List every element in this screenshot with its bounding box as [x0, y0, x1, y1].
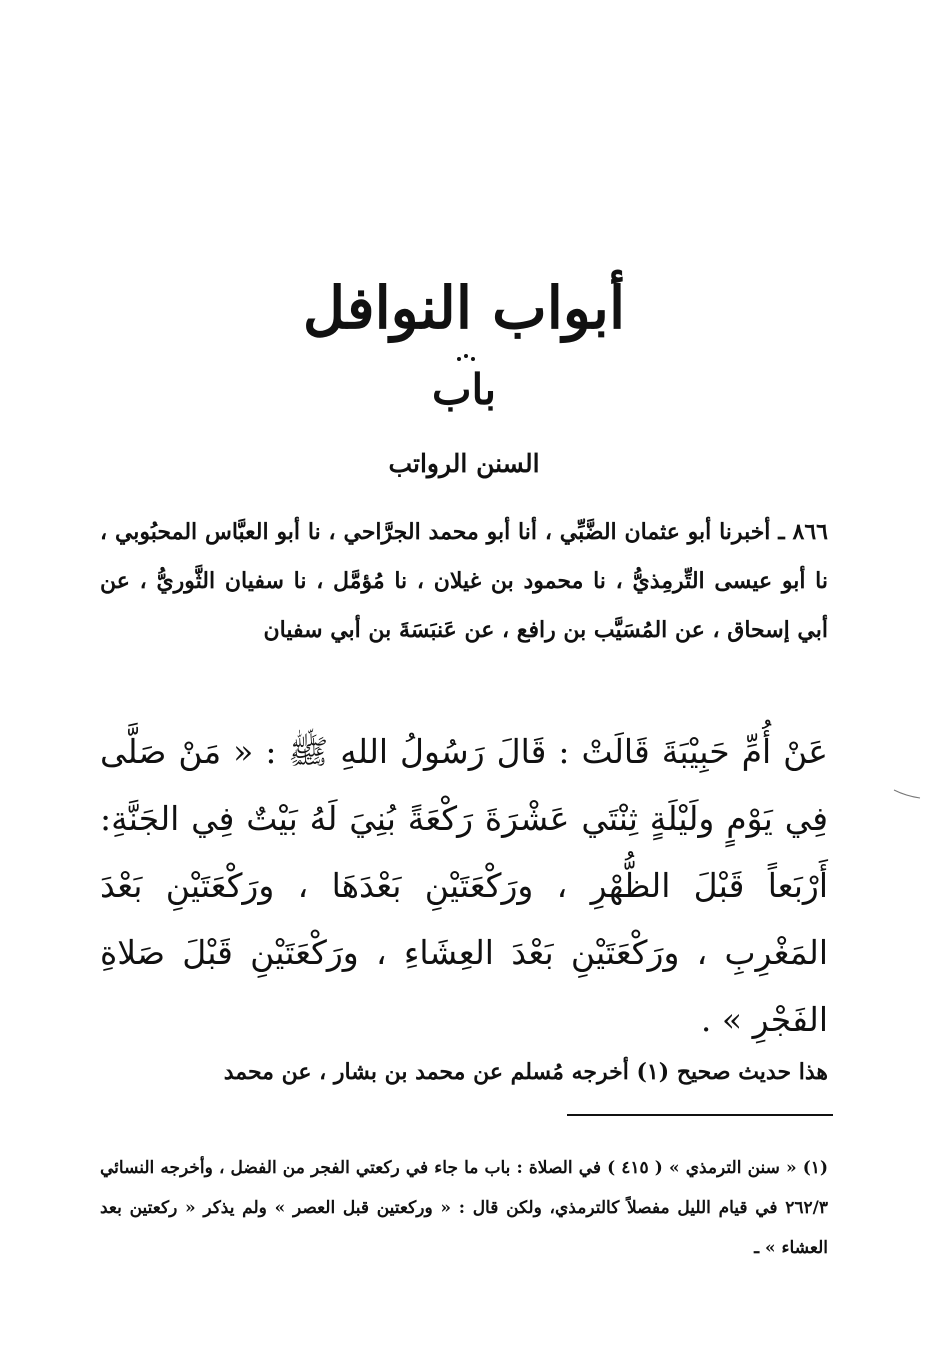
section-heading: السنن الرواتب: [388, 449, 540, 478]
footnote-1: (١) « سنن الترمذي » ( ٤١٥ ) في الصلاة : باب ما جاء في ركعتي الفجر من الفضل ، وأخرجه النسائي ٢٦٢/٣ في قيام الليل مفصلاً كالترمذي، ولكن قال : « وركعتين قبل العصر » ولم يذكر « ركعتين بعد العشاء » ـ: [100, 1158, 828, 1258]
isnad-paragraph: ٨٦٦ ـ أخبرنا أبو عثمان الضَّبِّي ، أنا أبو محمد الجرَّاحي ، نا أبو العبَّاس المحبُوبي ، نا أبو عيسى التِّرمِذيُّ ، نا محمود بن غيلان ، نا مُؤمَّل ، نا سفيان الثَّوريُّ ، عن أبي إسحاق ، عن المُسَيَّب بن رافع ، عن عَنبَسَةَ بن أبي سفيان: [100, 519, 828, 643]
book-title: أبواب النوافل: [302, 274, 626, 342]
commentary-text: هذا حديث صحيح (١) أخرجه مُسلم عن محمد بن بشار ، عن محمد: [223, 1059, 828, 1085]
chapter-heading: باب: [431, 365, 497, 414]
margin-mark-icon: [892, 786, 922, 800]
footnote-divider: [567, 1114, 833, 1116]
hadith-text: عَنْ أُمِّ حَبِيْبَةَ قَالَتْ : قَالَ رَسُولُ اللهِ ﷺ : « مَنْ صَلَّى فِي يَوْمٍ ولَيْلَةٍ ثِنْتَي عَشْرَةَ رَكْعَةً بُنِيَ لَهُ بَيْتٌ فِي الجَنَّةِ: أَرْبَعاً قَبْلَ الظُّهْرِ ، ورَكْعَتَيْنِ بَعْدَهَا ، ورَكْعَتَيْنِ بَعْدَ المَغْرِبِ ، ورَكْعَتَيْنِ بَعْدَ العِشَاءِ ، ورَكْعَتَيْنِ قَبْلَ صَلاةِ الفَجْرِ » .: [100, 732, 828, 1039]
